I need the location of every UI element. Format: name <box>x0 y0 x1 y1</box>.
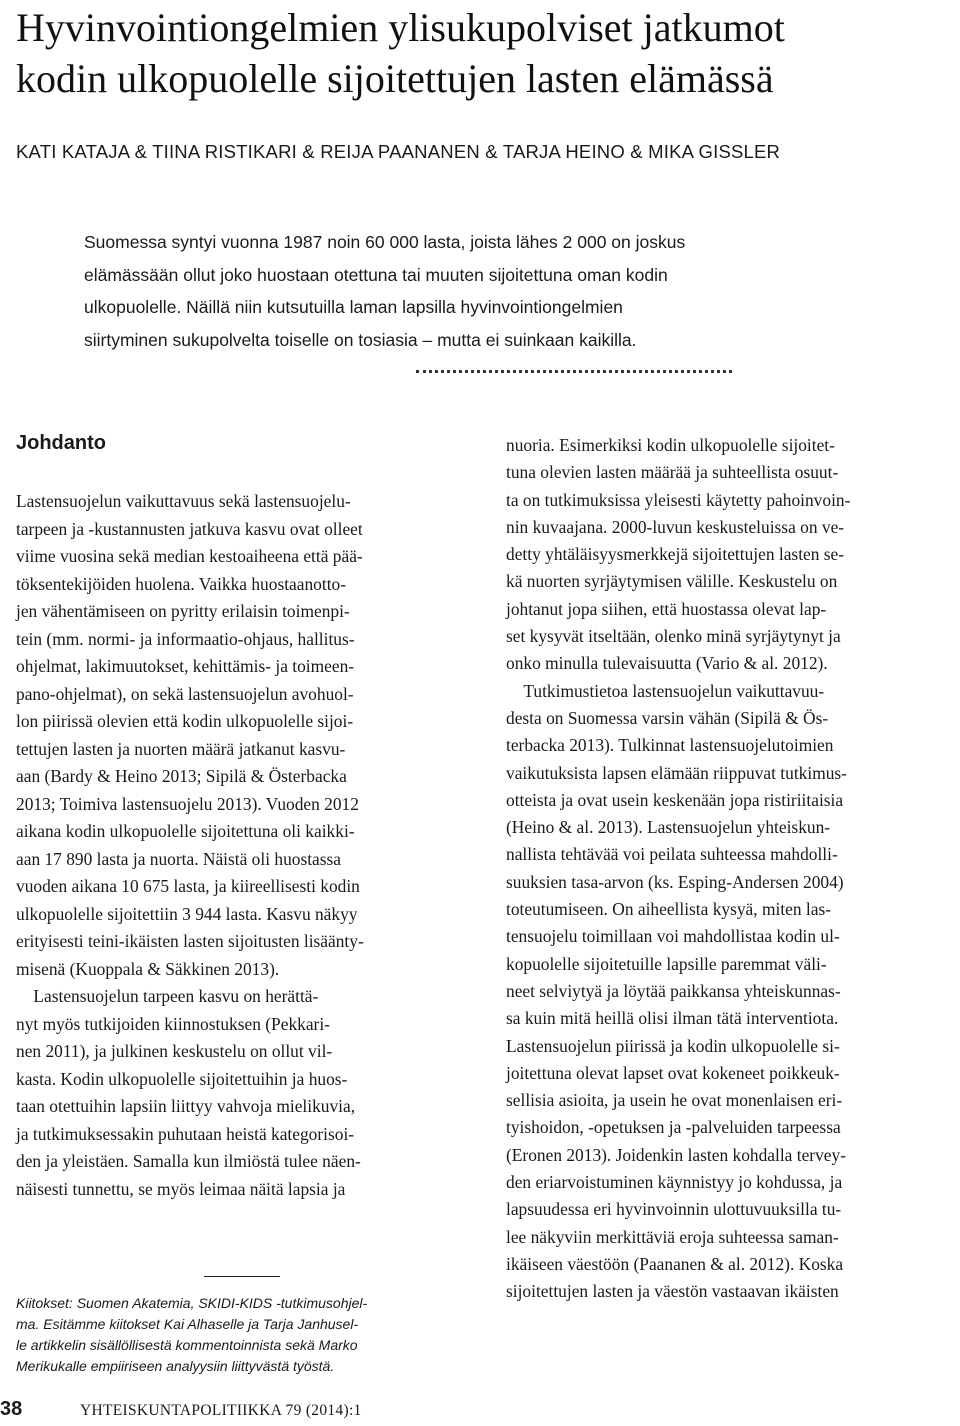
text-line: nin kuvaajana. 2000-luvun keskusteluissa on ve- <box>506 516 845 537</box>
text-line: sijoitettujen lasten ja väestön vastaavan ikäisten <box>506 1281 839 1302</box>
text-line: desta on Suomessa varsin vähän (Sipilä & Ös- <box>506 707 829 728</box>
abstract-line: elämässään ollut joko huostaan otettuna tai muuten sijoitettuna oman kodin <box>84 264 668 285</box>
journal-name: YHTEISKUNTAPOLITIIKKA 79 (2014):1 <box>80 1402 362 1419</box>
text-line: tyishoidon, -opetuksen ja -palveluiden tarpeessa <box>506 1117 841 1138</box>
text-line: ohjelmat, lakimuutokset, kehittämis- ja toimeen- <box>16 656 355 676</box>
text-line: Lastensuojelun tarpeen kasvu on herättä- <box>16 986 319 1006</box>
text-line: neet selviytyä ja löytää paikkansa yhteiskunnas- <box>506 980 841 1001</box>
abstract-line: siirtyminen sukupolvelta toiselle on tosiasia – mutta ei suinkaan kaikilla. <box>84 329 637 350</box>
abstract-line: ulkopuolelle. Näillä niin kutsutuilla laman lapsilla hyvinvointiongelmien <box>84 297 623 318</box>
text-line: lee näkyviin merkittäviä eroja suhteessa saman- <box>506 1226 839 1247</box>
text-line: nen 2011), ja julkinen keskustelu on ollut vil- <box>16 1041 333 1061</box>
section-divider <box>416 370 732 373</box>
text-line: aan 17 890 lasta ja nuorta. Näistä oli huostassa <box>16 848 342 869</box>
text-line: tarpeen ja -kustannusten jatkuva kasvu ovat olleet <box>16 518 363 539</box>
left-column-text <box>16 488 474 1203</box>
text-line: Tutkimustietoa lastensuojelun vaikuttavuu- <box>506 680 825 701</box>
title-line: kodin ulkopuolelle sijoitettujen lasten elämässä <box>16 56 774 101</box>
text-line: den ja yleistäen. Samalla kun ilmiöstä tulee näen- <box>16 1151 361 1171</box>
text-line: tein (mm. normi- ja informaatio-ohjaus, hallitus- <box>16 628 355 649</box>
footnote-rule <box>204 1276 280 1277</box>
article-title <box>16 2 956 104</box>
text-line: tuna olevien lasten määrää ja suhteellista osuut- <box>506 462 839 483</box>
text-line: Lastensuojelun vaikuttavuus sekä lastensuojelu- <box>16 491 351 511</box>
text-line: terbacka 2013). Tulkinnat lastensuojelutoimien <box>506 735 834 756</box>
abstract-line: Suomessa syntyi vuonna 1987 noin 60 000 lasta, joista lähes 2 000 on joskus <box>84 232 686 252</box>
text-line: detty yhtäläisyysmerkkejä sijoitettujen lasten se- <box>506 544 845 565</box>
text-line: (Eronen 2013). Joidenkin lasten kohdalla tervey- <box>506 1144 846 1165</box>
text-line: Kiitokset: Suomen Akatemia, SKIDI-KIDS -tutkimusohjel- <box>16 1295 368 1311</box>
text-line: sa kuin mitä heillä olisi ilman tätä interventiota. <box>506 1008 839 1029</box>
text-line: näisesti tunnettu, se myös leimaa näitä lapsia ja <box>16 1178 346 1199</box>
text-line: Merikukalle empiiriseen analyysiin liittyvästä työstä. <box>16 1358 335 1374</box>
text-line: jen vähentämiseen on pyritty erilaisin toimenpi- <box>16 601 350 621</box>
article-abstract <box>84 226 874 356</box>
text-line: 2013; Toimiva lastensuojelu 2013). Vuoden 2012 <box>16 793 359 814</box>
right-column-text <box>506 432 958 1306</box>
text-line: aan (Bardy & Heino 2013; Sipilä & Österbacka <box>16 766 347 786</box>
text-line: erityisesti teini-ikäisten lasten sijoitusten lisäänty- <box>16 931 364 951</box>
text-line: pano-ohjelmat), on sekä lastensuojelun avohuol- <box>16 683 354 704</box>
text-line: lon piirissä olevien että kodin ulkopuolelle sijoi- <box>16 711 354 731</box>
text-line: töksentekijöiden huolena. Vaikka huostaanotto- <box>16 573 347 594</box>
left-column <box>16 428 474 1203</box>
text-line: den eriarvoistuminen käynnistyy jo kohdussa, ja <box>506 1172 843 1193</box>
text-line: kasta. Kodin ulkopuolelle sijoitettuihin ja huos- <box>16 1068 348 1089</box>
text-line: johtanut jopa siihen, että huostassa olevat lap- <box>506 598 827 619</box>
text-line: misenä (Kuoppala & Säkkinen 2013). <box>16 958 280 979</box>
text-line: tettujen lasten ja nuorten määrä jatkanut kasvu- <box>16 738 346 759</box>
section-heading: Johdanto <box>16 432 106 454</box>
title-line: Hyvinvointiongelmien ylisukupolviset jatkumot <box>16 5 785 50</box>
text-line: onko minulla tulevaisuutta (Vario & al. 2012). <box>506 653 828 674</box>
text-line: set kysyvät itseltään, olenko minä syrjäytynyt ja <box>506 626 841 647</box>
right-column <box>506 432 958 1306</box>
text-line: taan otettuihin lapsiin liittyy vahvoja mielikuvia, <box>16 1096 356 1116</box>
text-line: toteutumiseen. On aiheellista kysyä, miten las- <box>506 899 832 920</box>
text-line: nyt myös tutkijoiden kiinnostuksen (Pekkari- <box>16 1013 330 1034</box>
text-line: lapsuudessa eri hyvinvoinnin ulottuvuuksilla tu- <box>506 1199 842 1220</box>
text-line: vaikutuksista lapsen elämään riippuvat tutkimus- <box>506 762 847 783</box>
text-line: aikana kodin ulkopuolelle sijoitettuna oli kaikki- <box>16 821 355 841</box>
text-line: nallista tehtävää voi peilata suhteessa mahdolli- <box>506 844 838 865</box>
text-line: ikäiseen väestöön (Paananen & al. 2012). Koska <box>506 1253 844 1274</box>
text-line: (Heino & al. 2013). Lastensuojelun yhteiskun- <box>506 817 831 838</box>
text-line: vuoden aikana 10 675 lasta, ja kiireellisesti kodin <box>16 876 360 896</box>
text-line: ja tutkimuksessakin puhutaan heistä kategorisoi- <box>16 1123 355 1144</box>
text-line: joitettuna olevat lapset ovat kokeneet poikkeuk- <box>506 1062 840 1083</box>
article-authors: KATI KATAJA & TIINA RISTIKARI & REIJA PAANANEN & TARJA HEINO & MIKA GISSLER <box>16 141 781 162</box>
text-line: suuksien tasa-arvon (ks. Esping-Andersen 2004) <box>506 871 844 892</box>
text-line: tensuojelu toimillaan voi mahdollistaa kodin ul- <box>506 926 840 947</box>
text-line: ma. Esitämme kiitokset Kai Alhaselle ja Tarja Janhusel- <box>16 1316 359 1332</box>
text-line: kopuolelle sijoitetuille lapsille paremmat väli- <box>506 953 827 974</box>
text-line: nuoria. Esimerkiksi kodin ulkopuolelle sijoitet- <box>506 435 835 455</box>
text-line: sellisia asioita, ja usein he ovat monenlaisen eri- <box>506 1090 843 1111</box>
text-line: le artikkelin sisällöllisestä kommentoinnista sekä Marko <box>16 1337 358 1353</box>
footnote <box>16 1293 474 1377</box>
text-line: Lastensuojelun piirissä ja kodin ulkopuolelle si- <box>506 1035 840 1056</box>
text-line: ta on tutkimuksissa yleisesti käytetty pahoinvoin- <box>506 489 851 510</box>
text-line: ulkopuolelle sijoitettiin 3 944 lasta. Kasvu näkyy <box>16 903 358 924</box>
text-line: otteista ja ovat usein keskenään jopa ristiriitaisia <box>506 789 844 810</box>
text-line: viime vuosina sekä median kestoaiheena että pää- <box>16 546 363 566</box>
page-number: 38 <box>0 1398 23 1420</box>
text-line: kä nuorten syrjäytymisen välille. Keskustelu on <box>506 571 838 592</box>
